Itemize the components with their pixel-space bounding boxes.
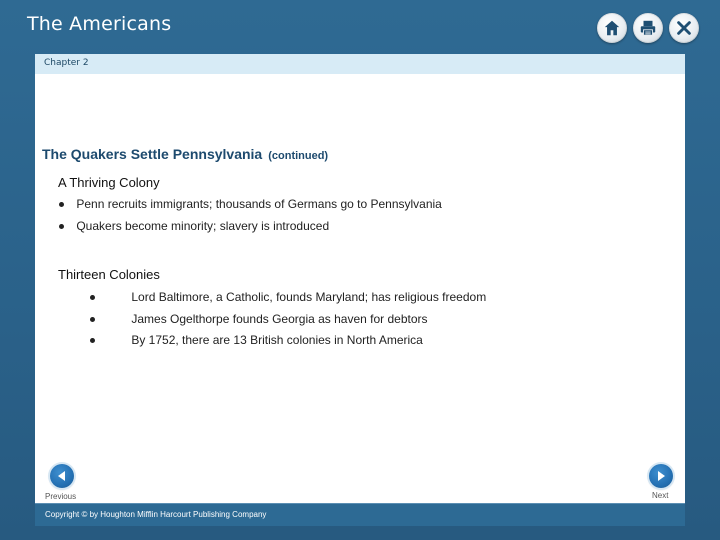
bullet-text: Quakers become minority; slavery is introduced [76,219,330,233]
slide-content [35,74,685,503]
home-button[interactable] [597,13,627,43]
bullet-icon [59,202,64,207]
previous-button[interactable] [50,464,74,488]
bullet-icon [90,295,95,300]
bullet-text: Penn recruits immigrants; thousands of Germans go to Pennsylvania [76,197,442,211]
bullet-item [59,197,442,211]
bullet-text: Lord Baltimore, a Catholic, founds Maryland; has religious freedom [131,290,487,304]
arrow-left-icon [56,470,68,482]
section-heading: Thirteen Colonies [58,267,160,282]
bullet-item [90,312,428,326]
bullet-item [90,333,423,347]
slide-title-suffix: (continued) [268,150,329,162]
arrow-right-icon [655,470,667,482]
bullet-text: By 1752, there are 13 British colonies in North America [131,333,423,347]
close-button[interactable] [669,13,699,43]
next-label[interactable]: Next [652,491,669,500]
section-heading: A Thriving Colony [58,175,160,190]
app-title: The Americans [27,13,172,35]
slide-title [42,146,328,162]
print-button[interactable] [633,13,663,43]
bullet-text: James Ogelthorpe founds Georgia as haven for debtors [131,312,428,326]
bullet-icon [90,317,95,322]
next-button[interactable] [649,464,673,488]
bullet-icon [59,224,64,229]
copyright-text: Copyright © by Houghton Mifflin Harcourt Publishing Company [45,510,267,519]
bullet-item [59,219,329,233]
close-icon [675,19,693,37]
bullet-icon [90,338,95,343]
toolbar [597,13,699,43]
footer-bar [35,503,685,526]
home-icon [603,19,621,37]
chapter-label: Chapter 2 [44,58,89,68]
slide-title-text: The Quakers Settle Pennsylvania [42,146,263,162]
print-icon [639,19,657,37]
bullet-item [90,290,486,304]
previous-label[interactable]: Previous [45,492,77,501]
chapter-bar [35,54,685,74]
